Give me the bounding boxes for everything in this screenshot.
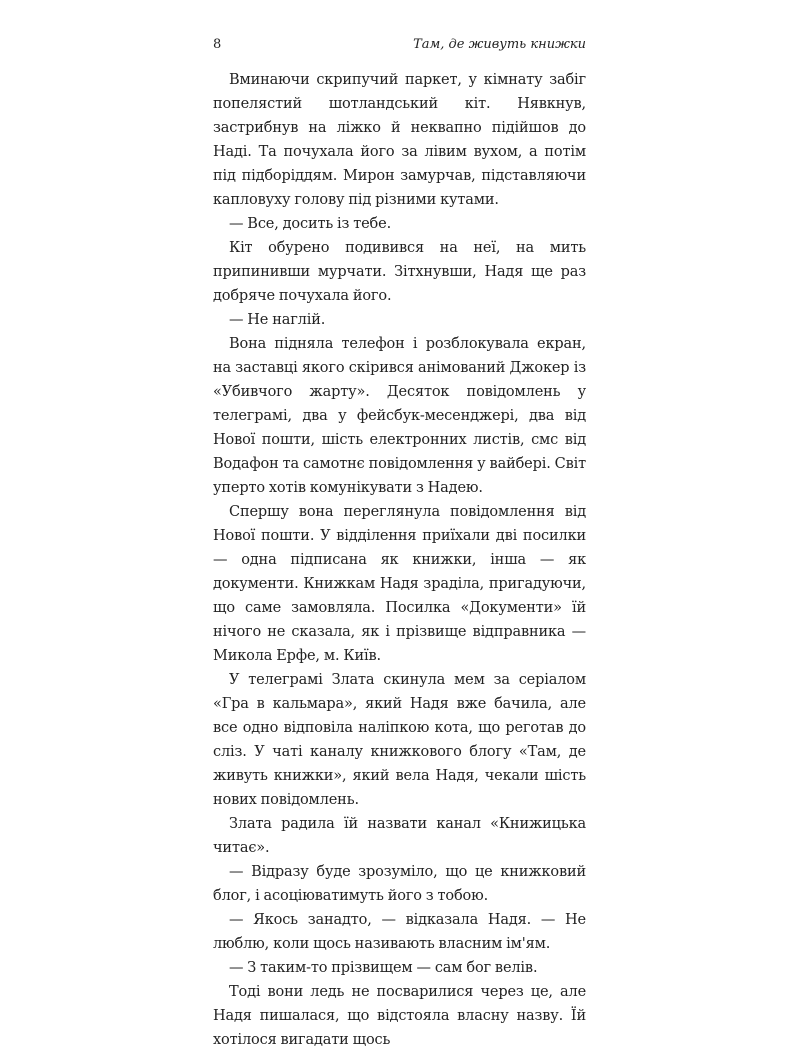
- page-number: 8: [213, 37, 222, 52]
- paragraph: — Все, досить із тебе.: [229, 216, 392, 232]
- paragraph: Вминаючи скрипучий паркет, у кімнату забіг попелястий шотландський кіт. Нявкнув, застрибнув на ліжко й неквапно підійшов до Наді. Та почухала його за лівим вухом, а потім під підборіддям. Мирон замурчав, підставляючи капловуху голову під різними кутами.: [213, 72, 586, 208]
- paragraph: — Не наглій.: [229, 312, 326, 328]
- paragraph: У телеграмі Злата скинула мем за серіалом «Гра в кальмара», який Надя вже бачила, але все одно відповіла наліпкою кота, що реготав до сліз. У чаті каналу книжкового блогу «Там, де живуть книжки», який вела Надя, чекали шість нових повідомлень.: [213, 672, 586, 808]
- page-header: [213, 34, 586, 56]
- paragraph: Вона підняла телефон і розблокувала екран, на заставці якого скірився анімований Джокер із «Убивчого жарту». Десяток повідомлень у телеграмі, два у фейсбук-месенджері, два від Нової пошти, шість електронних листів, смс від Водафон та самотнє повідомлення у вайбері. Світ уперто хотів комунікувати з Надею.: [213, 336, 586, 496]
- paragraph: — Відразу буде зрозуміло, що це книжковий блог, і асоціюватимуть його з тобою.: [213, 864, 586, 904]
- book-page: [213, 34, 586, 1052]
- paragraph: Кіт обурено подивився на неї, на мить припинивши мурчати. Зітхнувши, Надя ще раз добряче почухала його.: [213, 240, 586, 304]
- paragraph: Злата радила їй назвати канал «Книжицька читає».: [213, 816, 586, 856]
- paragraph: Спершу вона переглянула повідомлення від Нової пошти. У відділення приїхали дві посилки — одна підписана як книжки, інша — як документи. Книжкам Надя зраділа, пригадуючи, що саме замовляла. Посилка «Документи» їй нічого не сказала, як і прізвище відправника — Микола Ерфе, м. Київ.: [213, 504, 586, 664]
- paragraph: — Якось занадто, — відказала Надя. — Не люблю, коли щось називають власним ім'ям.: [213, 912, 586, 952]
- body-text: [213, 68, 586, 1052]
- paragraph: — З таким-то прізвищем — сам бог велів.: [229, 960, 538, 976]
- running-title: Там, де живуть книжки: [413, 37, 586, 52]
- paragraph: Тоді вони ледь не посварилися через це, але Надя пишалася, що відстояла власну назву. Їй хотілося вигадати щось: [213, 984, 586, 1048]
